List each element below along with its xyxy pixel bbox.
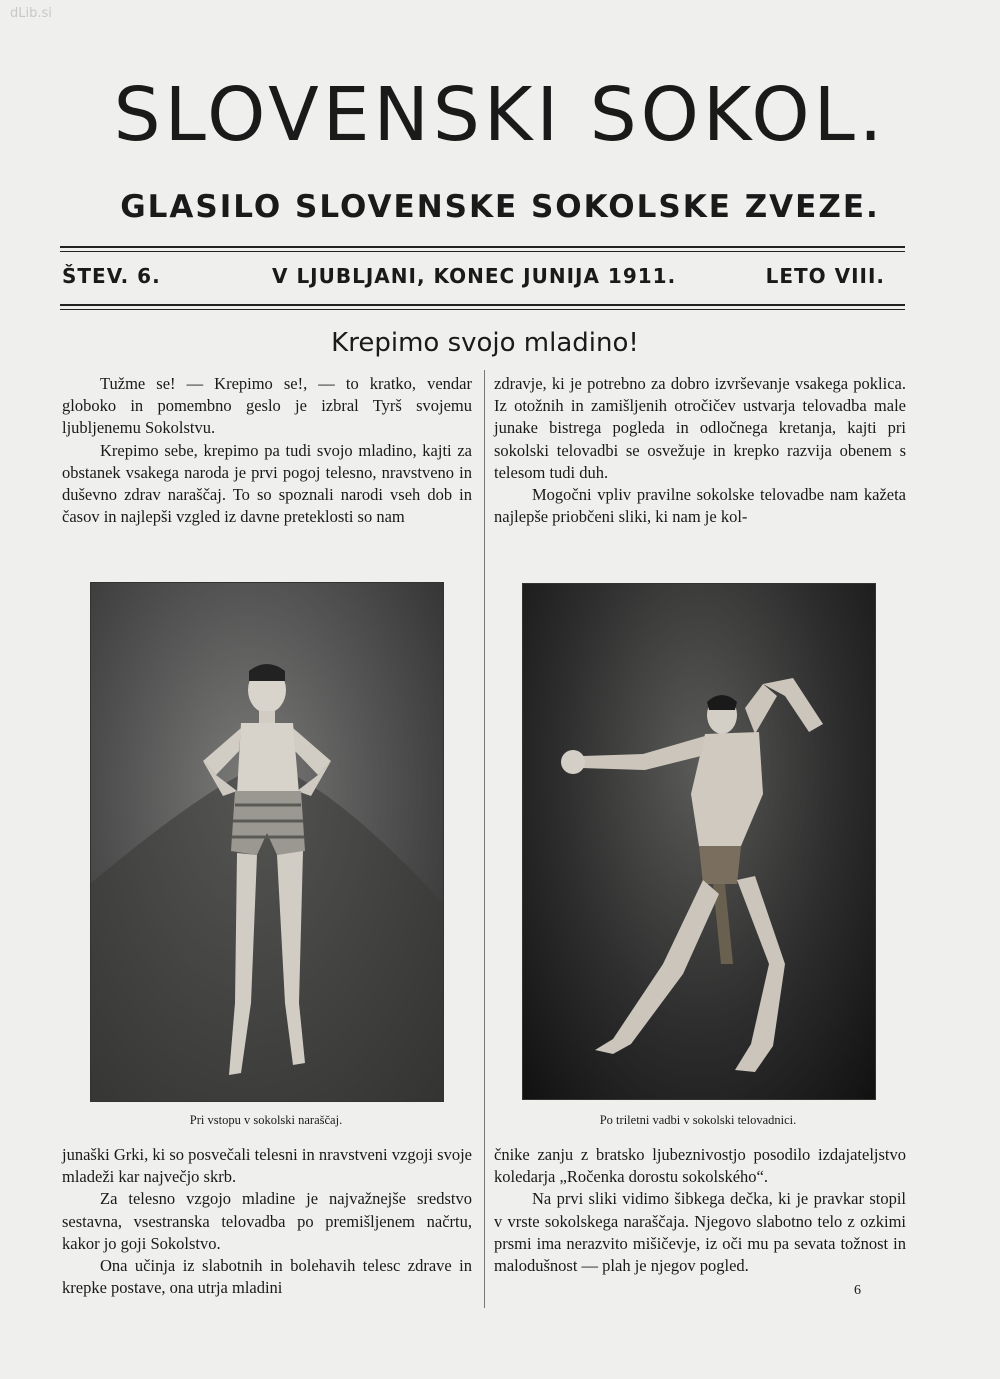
paragraph: čnike zanju z bratsko ljubeznivostjo posodilo izdajateljstvo koledarja „Ročenka dorostu sokolského“. bbox=[494, 1145, 906, 1187]
issue-bar bbox=[62, 264, 885, 294]
issue-number: ŠTEV. 6. bbox=[62, 264, 161, 288]
right-column-top bbox=[494, 373, 906, 528]
column-divider bbox=[484, 370, 485, 1308]
photo-athlete-after bbox=[522, 583, 876, 1100]
top-rule bbox=[60, 246, 905, 252]
issue-year: LETO VIII. bbox=[765, 264, 885, 288]
photo-caption-left: Pri vstopu v sokolski naraščaj. bbox=[189, 1113, 343, 1127]
left-column-top bbox=[62, 373, 472, 528]
issue-place-date: V LJUBLJANI, KONEC JUNIJA 1911. bbox=[272, 264, 677, 288]
bottom-rule bbox=[60, 304, 905, 310]
paragraph: junaški Grki, ki so posvečali telesni in nravstveni vzgoji svoje mladeži kar največjo skrb. bbox=[62, 1145, 472, 1187]
paragraph: Mogočni vpliv pravilne sokolske telovadbe nam kažeta najlepše priobčeni sliki, ki nam je kol- bbox=[494, 485, 906, 527]
photo-boy-before bbox=[90, 582, 444, 1102]
left-column-bottom bbox=[62, 1144, 472, 1299]
photo-caption-right: Po triletni vadbi v sokolski telovadnici. bbox=[599, 1113, 797, 1127]
masthead-title: SLOVENSKI SOKOL. bbox=[113, 72, 887, 158]
paragraph: Ona učinja iz slabotnih in bolehavih telesc zdrave in krepke postave, ona utrja mladini bbox=[62, 1256, 472, 1298]
paragraph: Tužme se! — Krepimo se!, — to kratko, vendar globoko in pomembno geslo je izbral Tyrš svojemu ljubljenemu Sokolstvu. bbox=[62, 374, 472, 438]
right-column-bottom bbox=[494, 1144, 906, 1277]
masthead-subtitle: GLASILO SLOVENSKE SOKOLSKE ZVEZE. bbox=[120, 189, 880, 225]
paragraph: Na prvi sliki vidimo šibkega dečka, ki je pravkar stopil v vrste sokolskega naraščaja. Njegovo slabotno telo z ozkimi prsmi ima nerazvito mišičevje, iz oči mu pa sevata tožnost in malodušnost — plah je njegov pogled. bbox=[494, 1189, 906, 1276]
article-title: Krepimo svojo mladino! bbox=[331, 328, 639, 358]
paragraph: Krepimo sebe, krepimo pa tudi svojo mladino, kajti za obstanek vsakega naroda je prvi pogoj telesno, nravstveno in duševno zdrav naraščaj. To so spoznali narodi vseh dob in časov in najlepši vzgled iz davne preteklosti so nam bbox=[62, 440, 472, 527]
paragraph: Za telesno vzgojo mladine je najvažnejše sredstvo sestavna, vsestranska telovadba po premišljenem načrtu, kakor jo goji Sokolstvo. bbox=[62, 1189, 472, 1253]
page-number: 6 bbox=[854, 1283, 861, 1298]
watermark: dLib.si bbox=[10, 6, 52, 21]
paragraph: zdravje, ki je potrebno za dobro izvrševanje vsakega poklica. Iz otožnih in zamišljenih otročičev ustvarja telovadba male junake bistrega pogleda in odločnega kretanja, kajti pri sokolski telovadbi se osvežuje in krepko razvija obenem s telesom tudi duh. bbox=[494, 374, 906, 482]
boy-figure-illustration bbox=[91, 583, 443, 1101]
athlete-figure-illustration bbox=[523, 584, 875, 1099]
